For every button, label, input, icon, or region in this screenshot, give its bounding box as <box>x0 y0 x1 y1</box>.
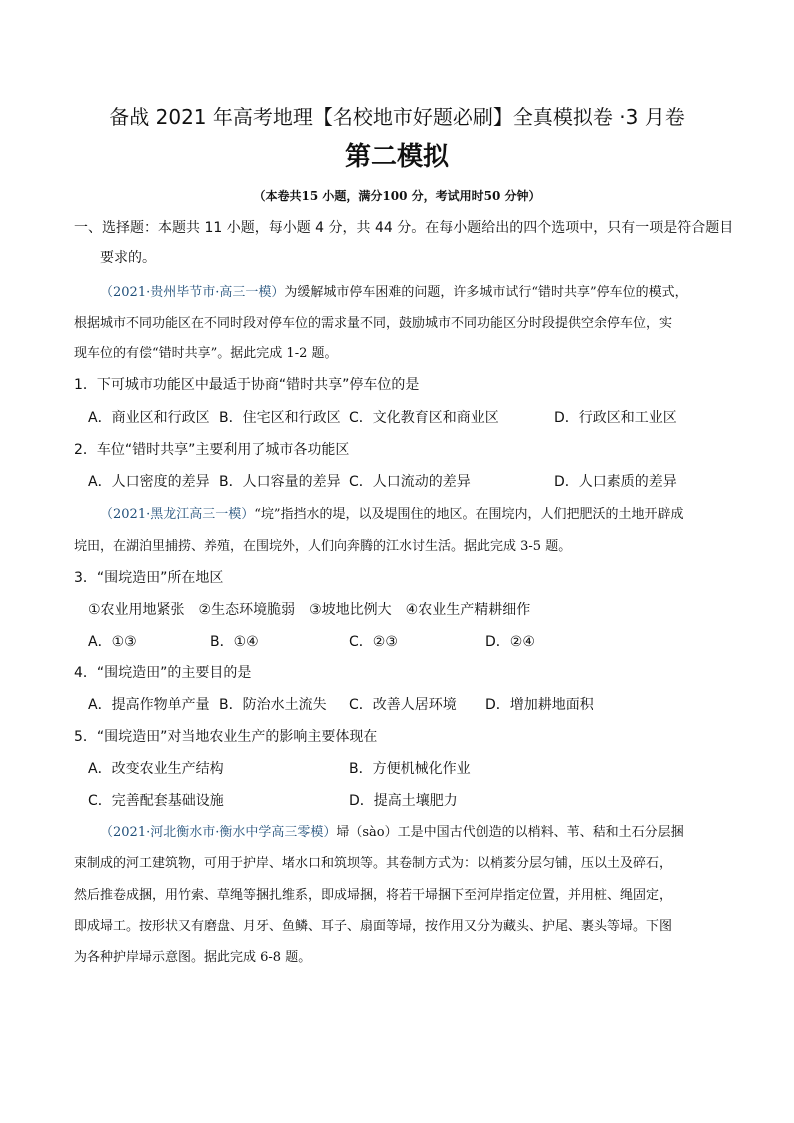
passage-1-source: （2021·贵州毕节市·高三一模） <box>100 285 285 300</box>
passage-2-text: “垸”指挡水的堤，以及堤围住的地区。在围垸内，人们把肥沃的土地开辟成 <box>254 507 684 522</box>
passage-3-line5: 为各种护岸埽示意图。据此完成 6-8 题。 <box>74 950 312 965</box>
question-2-option-b[interactable]: B．人口容量的差异 <box>219 474 341 490</box>
passage-3-line1 <box>100 823 684 843</box>
question-4-option-d[interactable]: D．增加耕地面积 <box>485 697 594 713</box>
question-4-stem: 4．“围垸造田”的主要目的是 <box>74 665 252 681</box>
passage-2-line1 <box>100 505 684 525</box>
question-3-option-a[interactable]: A．①③ <box>88 634 137 650</box>
passage-1-text: 为缓解城市停车困难的问题，许多城市试行“错时共享”停车位的模式， <box>284 285 688 300</box>
question-1-option-b[interactable]: B．住宅区和行政区 <box>219 410 341 426</box>
question-3-option-b[interactable]: B．①④ <box>210 634 259 650</box>
question-3-stem: 3．“围垸造田”所在地区 <box>74 570 224 586</box>
question-2-option-c[interactable]: C．人口流动的差异 <box>349 474 471 490</box>
passage-3-line3: 然后推卷成捆，用竹索、草绳等捆扎维系，即成埽捆，将若干埽捆下至河岸指定位置，并用桩、绳固定， <box>74 888 673 903</box>
question-4-option-a[interactable]: A．提高作物单产量 <box>88 697 210 713</box>
question-2-stem: 2．车位“错时共享”主要利用了城市各功能区 <box>74 442 350 458</box>
exam-subtitle: 第二模拟 <box>344 142 449 172</box>
section-instructions-line2: 要求的。 <box>100 250 156 266</box>
passage-1-line1 <box>100 283 688 303</box>
question-1-option-a[interactable]: A．商业区和行政区 <box>88 410 210 426</box>
question-4-option-c[interactable]: C．改善人居环境 <box>349 697 457 713</box>
passage-3-line2: 束制成的河工建筑物，可用于护岸、堵水口和筑坝等。其卷制方式为：以梢荄分层匀铺，压以土及碎石， <box>74 856 673 871</box>
question-3-option-c[interactable]: C．②③ <box>349 634 398 650</box>
section-instructions-line1: 一、选择题：本题共 11 小题，每小题 4 分，共 44 分。在每小题给出的四个选项中，只有一项是符合题目 <box>74 220 734 236</box>
question-4-option-b[interactable]: B．防治水土流失 <box>219 697 327 713</box>
passage-1-line2: 根据城市不同功能区在不同时段对停车位的需求量不同，鼓励城市不同功能区分时段提供空余停车位，实 <box>74 316 673 331</box>
passage-1-line3: 现车位的有偿“错时共享”。据此完成 1-2 题。 <box>74 346 338 361</box>
question-5-stem: 5．“围垸造田”对当地农业生产的影响主要体现在 <box>74 729 378 745</box>
question-1-option-d[interactable]: D．行政区和工业区 <box>554 410 677 426</box>
question-5-option-d[interactable]: D．提高土壤肥力 <box>349 793 458 809</box>
passage-2-source: （2021·黑龙江高三一模） <box>100 507 255 522</box>
question-1-option-c[interactable]: C．文化教育区和商业区 <box>349 410 499 426</box>
question-3-items: ①农业用地紧张 ②生态环境脆弱 ③坡地比例大 ④农业生产精耕细作 <box>88 602 531 618</box>
question-3-option-d[interactable]: D．②④ <box>485 634 535 650</box>
question-1-stem: 1．下可城市功能区中最适于协商“错时共享”停车位的是 <box>74 377 420 393</box>
question-5-option-a[interactable]: A．改变农业生产结构 <box>88 761 224 777</box>
passage-3-source: （2021·河北衡水市·衡水中学高三零模） <box>100 825 337 840</box>
exam-title: 备战 2021 年高考地理【名校地市好题必刷】全真模拟卷 ·3 月卷 <box>109 105 685 129</box>
passage-3-text: 埽（sào）工是中国古代创造的以梢料、苇、秸和土石分层捆 <box>336 825 684 840</box>
passage-3-line4: 即成埽工。按形状又有磨盘、月牙、鱼鳞、耳子、扇面等埽，按作用又分为藏头、护尾、裹头等埽。下图 <box>74 919 673 934</box>
question-2-option-d[interactable]: D．人口素质的差异 <box>554 474 677 490</box>
question-5-option-b[interactable]: B．方便机械化作业 <box>349 761 471 777</box>
exam-note: （本卷共15 小题，满分100 分，考试用时50 分钟） <box>253 189 541 203</box>
passage-2-line2: 垸田，在湖泊里捕捞、养殖，在围垸外，人们向奔腾的江水讨生活。据此完成 3-5 题。 <box>74 539 572 554</box>
question-5-option-c[interactable]: C．完善配套基础设施 <box>88 793 224 809</box>
question-2-option-a[interactable]: A．人口密度的差异 <box>88 474 210 490</box>
